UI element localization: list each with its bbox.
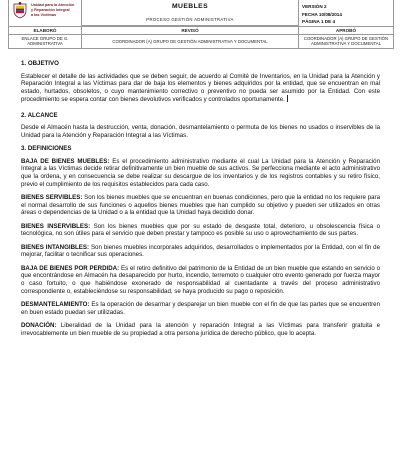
logo-line: a las Víctimas: [31, 12, 57, 17]
definition-text: Es el procedimiento administrativo mediante el cual La Unidad para la Atención y Reparación Integral a las Víctimas decide retirar definitivamente un bien mueble de sus activos. Se perfecciona mediante el acto administrativo que la ordena, y en consecuencia se debe realizar su descargue de los inventarios y de los registros contables y su retiro físico, previo el cumplimiento de los requisitos establecidos para cada caso.: [21, 157, 380, 188]
definition-text: Son bienes muebles incorporales adquiridos, desarrollados o implementados por la Entidad, con el fin de mejorar, facilitar o tecnificar sus operaciones.: [21, 243, 380, 259]
document-header: [8, 0, 394, 49]
definition-text: Son los bienes muebles que se encuentran en buenas condiciones, pero que la entidad no los requiere para el normal desarrollo de sus funciones o aquellos bienes muebles que han cumplido su objetivo y pueden ser utilizados en otras áreas o dependencias de la Unidad o a la entidad que la Unidad haya decidido donar.: [21, 194, 381, 217]
version-label: VERSIÓN 2: [302, 4, 327, 9]
process-name: PROCESO GESTIÓN ADMINISTRATIVA: [146, 17, 234, 23]
section-objetivo-text: [21, 73, 380, 104]
reviso-label: REVISÓ: [82, 26, 299, 34]
text-cursor: [287, 95, 288, 102]
page-number: PÁGINA 1 DE 4: [302, 19, 336, 24]
definition-term: BIENES INSERVIBLES:: [21, 222, 91, 230]
objetivo-text: Establecer el detalle de las actividades que se deben seguir, de acuerdo al Comité de Inventarios, en la Unidad para la Atención y Reparación Integral a las Víctimas para dar de baja los elementos y bienes adquiridos por la entidad, que se encuentran en mal estado, hurtados, obsoletos, o cuyo mantenimiento correctivo o preventivo no pueda ser asumido por la Entidad. Con este procedimiento se espera contar con bienes devolutivos verificados y controlados oportunamente.: [21, 72, 380, 104]
aprobo-value: COORDINADOR (A) GRUPO DE GESTIÓN ADMINISTRATIVA Y DOCUMENTAL: [299, 34, 394, 48]
definition-term: DONACIÓN:: [21, 322, 57, 330]
colombia-seal-icon: [12, 1, 28, 19]
logo-line: Unidad para la Atención: [31, 3, 75, 8]
definition-item: [21, 194, 380, 217]
section-definiciones-title: 3. DEFINICIONES: [21, 145, 72, 153]
definition-item: [21, 223, 380, 238]
definition-item: [21, 265, 380, 295]
elaboro-label: ELABORÓ: [9, 26, 82, 34]
definition-term: DESMANTELAMIENTO:: [21, 301, 90, 309]
reviso-value: COORDINADOR (A) GRUPO DE GESTIÓN ADMINISTRATIVA Y DOCUMENTAL: [82, 34, 299, 48]
definition-term: BIENES INTANGIBLES:: [21, 243, 90, 251]
document-body: [21, 60, 380, 337]
definition-item: [21, 322, 380, 337]
section-alcance-text: Desde el Almacén hasta la destrucción, venta, donación, desmantelamiento o permuta de los bienes no usados o inservibles de la Unidad para la Atención y Reparación Integral a las Víctimas.: [21, 124, 380, 139]
section-alcance-title: 2. ALCANCE: [21, 111, 58, 119]
definition-item: [21, 158, 380, 188]
logo-line: y Reparación Integral: [31, 7, 70, 12]
definition-term: BIENES SERVIBLES:: [21, 194, 83, 202]
aprobo-label: APROBÓ: [299, 26, 394, 34]
definition-term: BAJA DE BIENES MUEBLES:: [21, 157, 110, 165]
definition-text: Liberalidad de la Unidad para la atención y reparación Integral a las Víctimas para transferir gratuita e irrevocablemente un bien mueble de su propiedad a otra persona jurídica de derecho público, que lo acepta.: [21, 322, 380, 337]
section-objetivo-title: 1. OBJETIVO: [21, 60, 59, 67]
logo-text: [31, 3, 74, 17]
definition-text: Son los bienes muebles que por su estado de desgaste total, deterioro, u obsolescencia física o tecnológica, no son útiles para el servicio que deben prestar y tampoco es posible su uso o aprovechamiento de sus partes.: [21, 222, 380, 238]
meta-cell: [299, 0, 394, 26]
unidad-logo: [12, 0, 78, 21]
definition-text: Es el retiro definitivo del patrimonio de la Entidad de un bien mueble que estando en servicio o que encontrándose en Almacén ha desaparecido por hurto, incendio, terremoto o cualquier otro evento generado por fuerza mayor o caso fortuito, o que habiéndose exonerado de responsabilidad al cuentadante a través del proceso administrativo correspondiente o, estableciéndose su responsabilidad, se haya producido su pago o reposición.: [21, 264, 381, 295]
definition-item: [21, 301, 380, 316]
elaboro-value: ENLACE GRUPO DE G. ADMINISTRATIVA: [9, 34, 82, 48]
definition-term: BAJA DE BIENES POR PERDIDA:: [21, 264, 120, 272]
definition-text: Es la operación de desarmar y desparejar un bien mueble con el fin de que las partes que se encuentren en buen estado puedan ser utilizadas.: [21, 301, 380, 316]
date-label: FECHA 10/08/2014: [302, 11, 342, 17]
logo-cell: [9, 0, 82, 26]
document-title: MUEBLES: [171, 3, 209, 11]
definition-item: [21, 244, 380, 259]
title-cell: [82, 0, 299, 25]
